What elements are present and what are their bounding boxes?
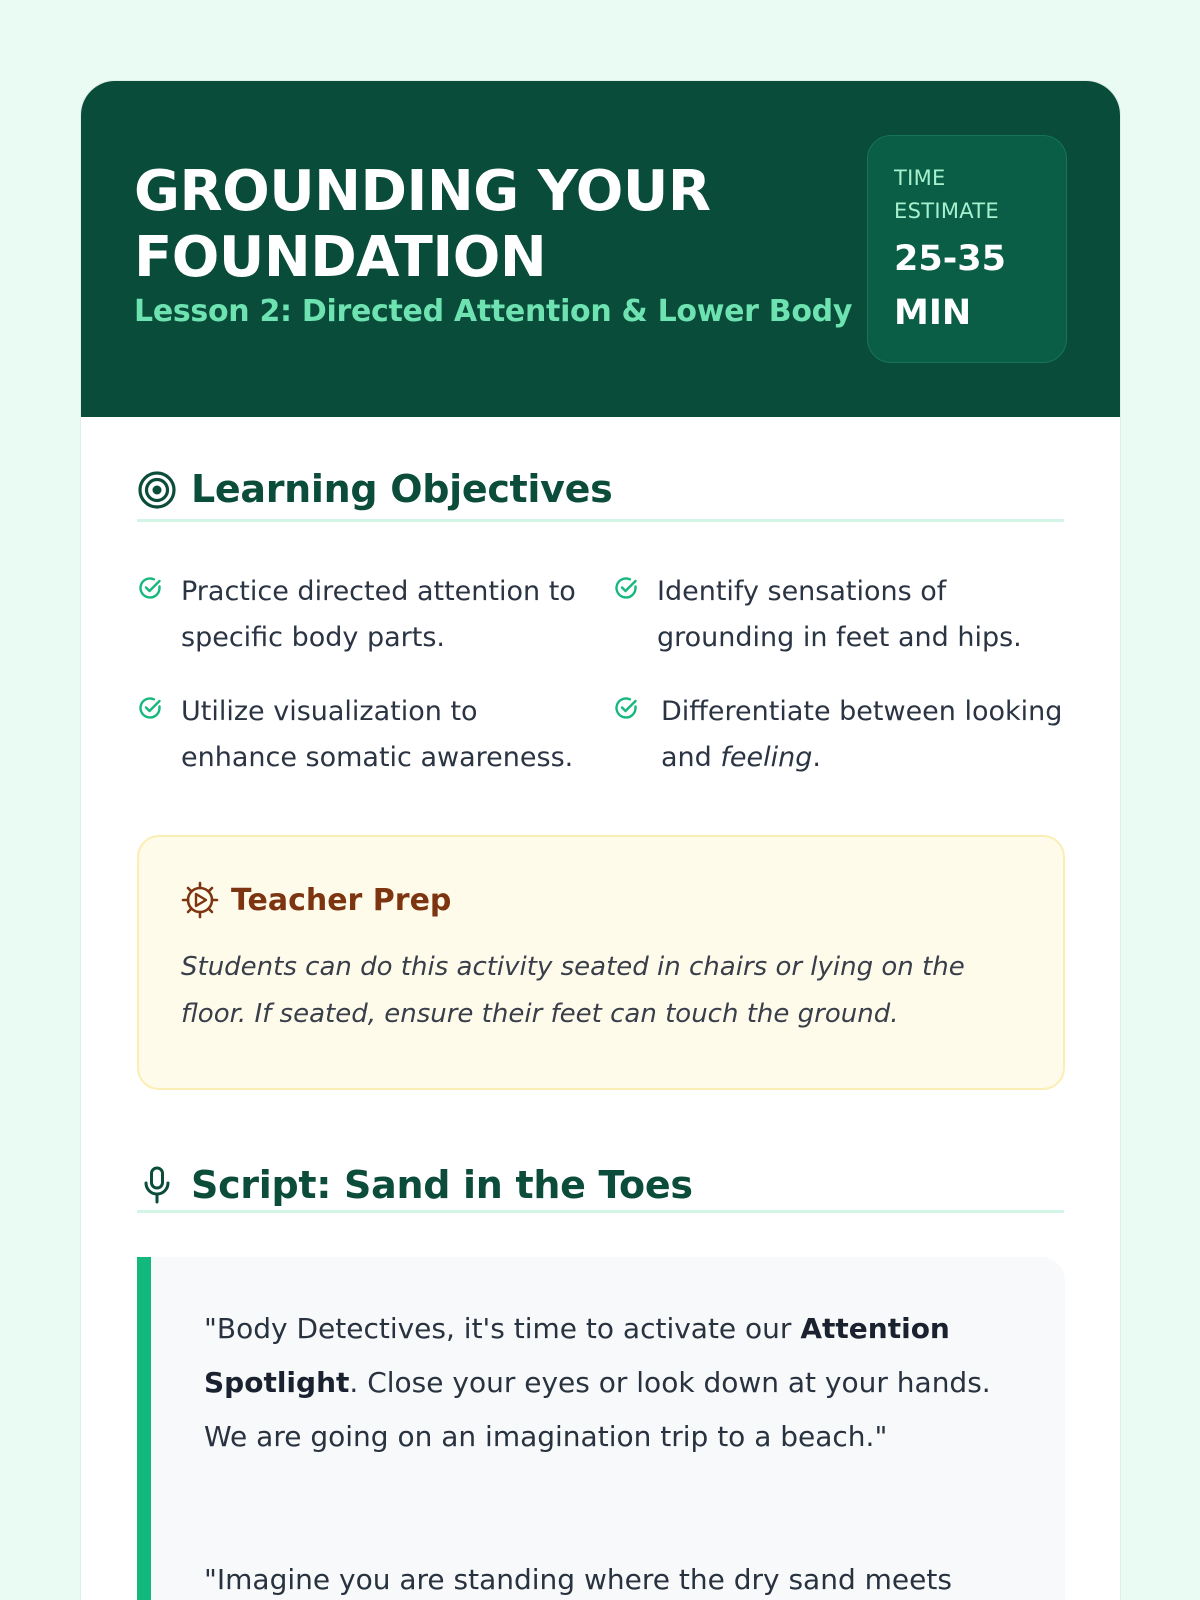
objective-text-part: Differentiate between looking and: [661, 696, 1063, 773]
time-estimate-value: [894, 232, 1034, 340]
script-quote-block: [137, 1257, 1065, 1600]
script-text-part: . Close your eyes or look down at your hands. We are going on an imagination trip to a beach.": [204, 1366, 991, 1453]
objective-text: Practice directed attention to specific body parts.: [181, 576, 576, 653]
script-paragraph-2: "Imagine you are standing where the dry sand meets: [204, 1563, 952, 1596]
objectives-section-header: [137, 467, 1064, 522]
teacher-prep-callout: [137, 835, 1065, 1090]
time-value-line-2: MIN: [894, 293, 972, 333]
script-bold-term: Attention Spotlight: [204, 1312, 950, 1399]
teacher-prep-body: Students can do this activity seated in chairs or lying on the floor. If seated, ensure their feet can touch the ground.: [181, 952, 965, 1029]
objective-emphasis: feeling: [720, 742, 813, 773]
check-circle-icon: [137, 575, 163, 605]
objective-text-part: .: [812, 742, 821, 773]
script-section-header: [137, 1163, 1064, 1213]
microphone-icon: [137, 1165, 177, 1209]
lesson-title: [134, 159, 834, 291]
objectives-heading: Learning Objectives: [191, 467, 613, 511]
gear-icon: [181, 881, 219, 923]
objective-text: Identify sensations of grounding in feet and hips.: [657, 576, 1022, 653]
objective-text: [661, 689, 1066, 781]
script-heading: Script: Sand in the Toes: [191, 1163, 693, 1207]
lesson-subtitle: Lesson 2: Directed Attention & Lower Body: [134, 294, 853, 329]
time-estimate-badge: [867, 135, 1067, 363]
target-icon: [137, 470, 177, 514]
script-text-part: "Body Detectives, it's time to activate our: [204, 1312, 801, 1345]
check-circle-icon: [613, 575, 639, 605]
script-paragraph-1: [204, 1302, 1004, 1464]
time-label-line-2: ESTIMATE: [894, 199, 999, 223]
lesson-title-line-2: FOUNDATION: [134, 225, 547, 290]
teacher-prep-heading: Teacher Prep: [231, 883, 452, 918]
check-circle-icon: [613, 695, 639, 725]
time-estimate-label: [894, 162, 1024, 228]
time-label-line-1: TIME: [894, 166, 946, 190]
lesson-card: [81, 81, 1120, 1600]
time-value-line-1: 25-35: [894, 239, 1006, 279]
objective-text: Utilize visualization to enhance somatic awareness.: [181, 696, 574, 773]
lesson-header: [81, 81, 1120, 417]
lesson-title-line-1: GROUNDING YOUR: [134, 159, 711, 224]
check-circle-icon: [137, 695, 163, 725]
